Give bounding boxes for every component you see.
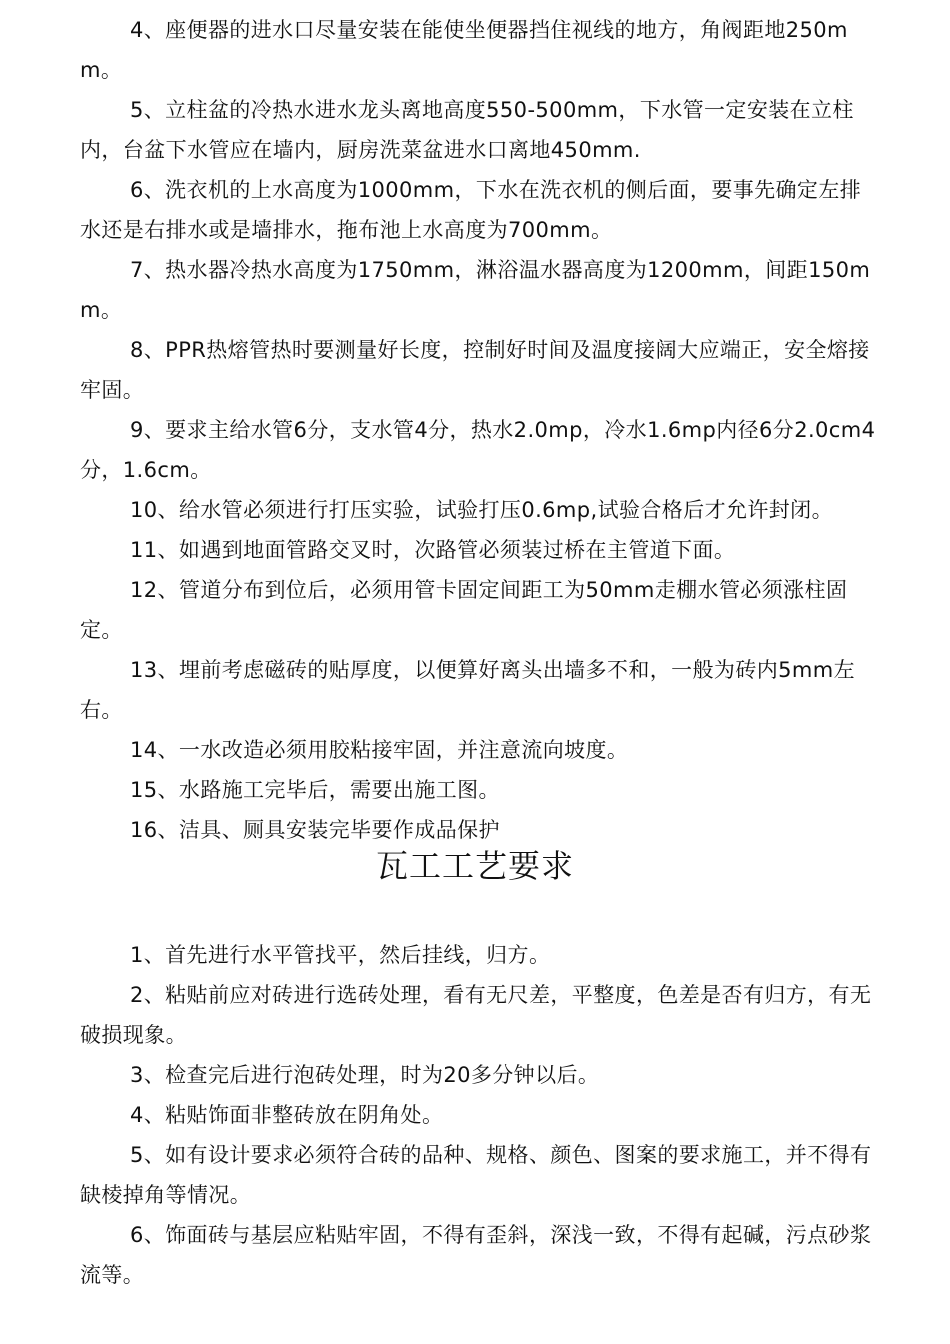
plumbing-item-6: 6、洗衣机的上水高度为1000mm，下水在洗衣机的侧后面，要事先确定左排水还是右排水或是墙排水，拖布池上水高度为700mm。 (80, 178, 862, 242)
plumbing-item-8: 8、PPR热熔管热时要测量好长度，控制好时间及温度接阔大应端正，安全熔接牢固。 (80, 338, 870, 402)
plumbing-item-10: 10、给水管必须进行打压实验，试验打压0.6mp,试验合格后才允许封闭。 (130, 498, 833, 522)
plumbing-item-4: 4、座便器的进水口尽量安装在能使坐便器挡住视线的地方，角阀距地250mm。 (80, 18, 848, 82)
section-title-tiling: 瓦工工艺要求 (375, 847, 574, 885)
tiling-item-1: 1、首先进行水平管找平，然后挂线，归方。 (130, 943, 551, 967)
plumbing-item-9: 9、要求主给水管6分，支水管4分，热水2.0mp，冷水1.6mp内径6分2.0cm4分，1.6cm。 (80, 418, 876, 482)
plumbing-item-12: 12、管道分布到位后，必须用管卡固定间距工为50mm走棚水管必须涨柱固定。 (80, 578, 848, 642)
plumbing-item-7: 7、热水器冷热水高度为1750mm，淋浴温水器高度为1200mm，间距150mm。 (80, 258, 871, 322)
plumbing-item-14: 14、一水改造必须用胶粘接牢固，并注意流向坡度。 (130, 738, 629, 762)
plumbing-item-16: 16、洁具、厕具安装完毕要作成品保护 (130, 818, 500, 842)
plumbing-item-13: 13、埋前考虑磁砖的贴厚度，以便算好离头出墙多不和，一般为砖内5mm左右。 (80, 658, 855, 722)
tiling-item-3: 3、检查完后进行泡砖处理，时为20多分钟以后。 (130, 1063, 600, 1087)
plumbing-item-11: 11、如遇到地面管路交叉时，次路管必须装过桥在主管道下面。 (130, 538, 736, 562)
plumbing-item-15: 15、水路施工完毕后，需要出施工图。 (130, 778, 500, 802)
tiling-item-6: 6、饰面砖与基层应粘贴牢固，不得有歪斜，深浅一致，不得有起碱，污点砂浆流等。 (80, 1223, 872, 1287)
tiling-item-5: 5、如有设计要求必须符合砖的品种、规格、颜色、图案的要求施工，并不得有缺棱掉角等情况。 (80, 1143, 872, 1207)
tiling-item-4: 4、粘贴饰面非整砖放在阴角处。 (130, 1103, 444, 1127)
plumbing-item-5: 5、立柱盆的冷热水进水龙头离地高度550-500mm，下水管一定安装在立柱内，台盆下水管应在墙内，厨房洗菜盆进水口离地450mm. (80, 98, 854, 162)
tiling-item-2: 2、粘贴前应对砖进行选砖处理，看有无尺差，平整度，色差是否有归方，有无破损现象。 (80, 983, 872, 1047)
